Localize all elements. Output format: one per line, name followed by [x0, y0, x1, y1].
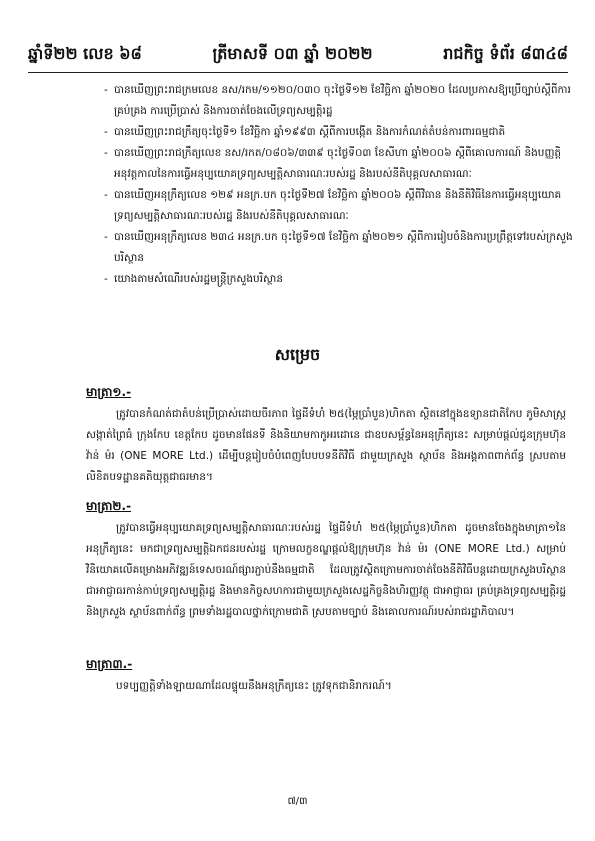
article-1-heading: មាត្រា១.- [86, 385, 132, 399]
visa-item [104, 227, 574, 269]
visa-text: បានឃើញអនុក្រឹត្យលេខ ២៣៤ អនក្រ.បក ចុះថ្ងៃទី១៧ ខែវិច្ឆិកា ឆ្នាំ២០២១ ស្តីពីការរៀបចំនិងការប្រព្រឹត្តទៅរបស់ក្រសួងបរិស្ថាន [114, 231, 573, 264]
visa-text: បានឃើញព្រះរាជក្រមលេខ នស/រកម/១១២០/០៣០ ចុះថ្ងៃទី១២ ខែវិច្ឆិកា ឆ្នាំ២០២០ ដែលប្រកាសឱ្យប្រើច្បាប់ស្តីពីការគ្រប់គ្រង ការប្រើប្រាស់ និងការចាត់ចែងលើទ្រព្យសម្បត្តិរដ្ឋ [114, 84, 571, 117]
gazette-header [28, 40, 568, 70]
dash-bullet: - [104, 231, 108, 243]
visa-text: បានឃើញព្រះរាជក្រឹត្យលេខ នស/រកត/០៨០៦/៣៣៩ ចុះថ្ងៃទី០៣ ខែសីហា ឆ្នាំ២០០៦ ស្តីពីគោលការណ៍ និងបញ្ញត្តិអនុវត្តកាលនៃការធ្វើអនុប្បយោគទ្រព្យសម្បត្តិសាធារណៈរបស់រដ្ឋ និងរបស់នីតិបុគ្គលសាធារណៈ [114, 147, 562, 180]
visa-item [104, 122, 574, 143]
header-rule [28, 72, 568, 73]
visa-list [104, 80, 574, 290]
dash-bullet: - [104, 84, 108, 96]
article-1-text: ត្រូវបានកំណត់ជាតំបន់ប្រើប្រាស់ដោយចីរភាព ផ្ទៃដីទំហំ ២៥(ម្ភៃប្រាំបួន)ហិកតា ស្ថិតនៅក្នុងឧទ្យានជាតិកែប ភូមិសាស្ត្រសង្កាត់ព្រៃធំ ក្រុងកែប ខេត្តកែប ដូចមានផែនទី និងនិយាមកាកូអរដោនេ ជាឧបសម្ព័ន្ធនៃអនុក្រឹត្យនេះ សម្រាប់ផ្តល់ជូនក្រុមហ៊ុន វ៉ាន់ ម៉រ (ONE MORE Ltd.) ដើម្បីបន្តរៀបចំបំពេញបែបបទនីតិវិធី ជាមួយក្រសួង ស្ថាប័ន និងអង្គភាពពាក់ព័ន្ធ ស្របតាមលិខិតបទដ្ឋានគតិយុត្តជាធរមាន។ [86, 408, 566, 483]
visa-item [104, 80, 574, 122]
visa-text: យោងតាមសំណើរបស់រដ្ឋមន្ត្រីក្រសួងបរិស្ថាន [114, 273, 284, 285]
page-number: ៧/៣ [287, 796, 308, 807]
article-3-heading: មាត្រា៣.- [86, 657, 133, 671]
visa-item [104, 143, 574, 185]
dash-bullet: - [104, 189, 108, 201]
article-2-text: ត្រូវបានធ្វើអនុប្បយោគទ្រព្យសម្បត្តិសាធារណៈរបស់រដ្ឋ ផ្ទៃដីទំហំ ២៥(ម្ភៃប្រាំបួន)ហិកតា ដូចមានចែងក្នុងមាត្រា១នៃអនុក្រឹត្យនេះ មកជាទ្រព្យសម្បត្តិឯកជនរបស់រដ្ឋ ក្រោមលក្ខខណ្ឌផ្តល់ឱ្យក្រុមហ៊ុន វ៉ាន់ ម៉រ (ONE MORE Ltd.) សម្រាប់វិនិយោគលើគម្រោងអភិវឌ្ឍន៍ទេសចរណ៍ផ្សារភ្ជាប់នឹងធម្មជាតិ ដែលត្រូវស្ថិតក្រោមការចាត់ចែងនីតិវិធីបន្តដោយក្រសួងបរិស្ថាន ជាអាជ្ញាធរកាន់កាប់ទ្រព្យសម្បត្តិរដ្ឋ និងមានកិច្ចសហការជាមួយក្រសួងសេដ្ឋកិច្ចនិងហិរញ្ញវត្ថុ ជាអាជ្ញាធរ គ្រប់គ្រងទ្រព្យសម្បត្តិរដ្ឋ និងក្រសួង ស្ថាប័នពាក់ព័ន្ធ ព្រមទាំងរដ្ឋបាលថ្នាក់ក្រោមជាតិ ស្របតាមច្បាប់ និងគោលការណ៍របស់រាជរដ្ឋាភិបាល។ [86, 522, 566, 618]
dash-bullet: - [104, 126, 108, 138]
visa-text: បានឃើញព្រះរាជក្រឹត្យចុះថ្ងៃទី១ ខែវិច្ឆិកា ឆ្នាំ១៩៩៣ ស្តីពីការបង្កើត និងការកំណត់តំបន់ការពារធម្មជាតិ [114, 126, 506, 138]
visa-item [104, 269, 574, 290]
article-3-text: បទប្បញ្ញត្តិទាំងឡាយណាដែលផ្ទុយនឹងអនុក្រឹត្យនេះ ត្រូវទុកជានិរាករណ៍។ [116, 680, 392, 692]
visa-text: បានឃើញអនុក្រឹត្យលេខ ១២៩ អនក្រ.បក ចុះថ្ងៃទី២៧ ខែវិច្ឆិកា ឆ្នាំ២០០៦ ស្តីពីវិធាន និងនីតិវិធីនៃការធ្វើអនុប្បយោគទ្រព្យសម្បត្តិសាធារណៈរបស់រដ្ឋ និងរបស់នីតិបុគ្គលសាធារណៈ [114, 189, 562, 222]
gazette-page: រាជកិច្ច ទំព័រ ៨៣៤៨ [443, 44, 568, 63]
visa-item [104, 185, 574, 227]
dash-bullet: - [104, 147, 108, 159]
article-2-heading: មាត្រា២.- [86, 499, 132, 513]
quarter: ត្រីមាសទី ០៣ ឆ្នាំ ២០២២ [212, 44, 373, 63]
decision-title: សម្រេច [274, 345, 321, 364]
year-issue: ឆ្នាំទី២២ លេខ ៦៨ [28, 44, 142, 63]
dash-bullet: - [104, 273, 108, 285]
